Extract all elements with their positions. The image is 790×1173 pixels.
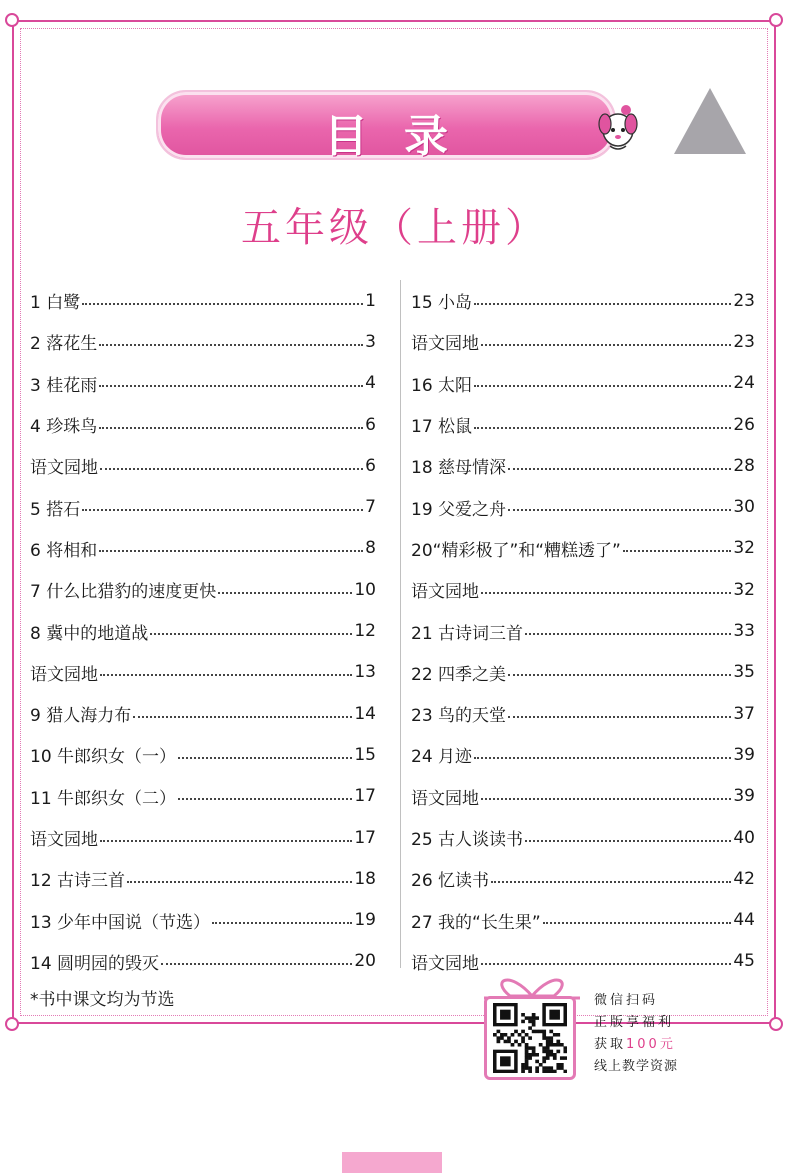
toc-entry-page: 32	[733, 538, 755, 559]
toc-entry[interactable]	[411, 363, 755, 404]
toc-entry[interactable]	[30, 817, 376, 858]
toc-leader-dots	[99, 427, 363, 429]
toc-entry-title: 2 落花生	[30, 334, 98, 355]
toc-entry-page: 1	[365, 290, 376, 311]
toc-entry-page: 30	[733, 497, 755, 518]
toc-entry[interactable]	[30, 610, 376, 651]
toc-entry-title: 25 古人谈读书	[411, 830, 524, 850]
toc-entry-page: 37	[733, 703, 755, 724]
toc-entry[interactable]	[30, 776, 376, 817]
toc-leader-dots	[100, 468, 363, 470]
toc-entry-title: 17 松鼠	[411, 417, 473, 438]
toc-entry-title: 6 将相和	[30, 540, 98, 561]
toc-entry-page: 40	[733, 827, 755, 848]
toc-left-column	[30, 280, 376, 982]
toc-entry-page: 39	[733, 786, 755, 807]
toc-entry[interactable]	[30, 569, 376, 610]
toc-entry[interactable]	[411, 899, 755, 940]
toc-entry-title: 24 月迹	[411, 747, 473, 768]
toc-entry[interactable]	[30, 321, 376, 362]
promo-prefix: 获取	[594, 1037, 627, 1052]
toc-entry-page: 23	[733, 290, 755, 311]
toc-entry-title: 26 忆读书	[411, 871, 490, 892]
promo-line	[594, 1034, 678, 1056]
toc-entry-title: 15 小岛	[411, 293, 473, 314]
toc-entry[interactable]	[411, 610, 755, 651]
toc-entry-page: 44	[733, 910, 755, 931]
toc-entry-page: 18	[354, 868, 376, 889]
toc-leader-dots	[82, 509, 363, 511]
frame-corner-ornament	[769, 13, 783, 27]
frame-corner-ornament	[5, 1017, 19, 1031]
toc-entry-page: 15	[354, 744, 376, 765]
toc-entry[interactable]	[411, 569, 755, 610]
toc-entry[interactable]	[30, 404, 376, 445]
toc-entry-title: 13 少年中国说（节选）	[30, 912, 211, 933]
toc-entry-title: 8 冀中的地道战	[30, 623, 149, 644]
toc-entry[interactable]	[411, 528, 755, 569]
toc-leader-dots	[178, 798, 352, 800]
promo-highlight: 100元	[626, 1037, 676, 1052]
toc-leader-dots	[508, 716, 731, 718]
toc-entry-title: 语文园地	[30, 664, 98, 685]
toc-leader-dots	[474, 385, 731, 387]
toc-entry-title: 12 古诗三首	[30, 871, 126, 892]
toc-entry-title: 语文园地	[411, 788, 479, 809]
toc-entry-title: 语文园地	[411, 334, 479, 355]
toc-entry-title: 23 鸟的天堂	[411, 706, 507, 727]
toc-entry-page: 19	[354, 910, 376, 931]
toc-entry[interactable]	[30, 280, 376, 321]
toc-entry-title: 10 牛郎织女（一）	[30, 747, 177, 768]
qr-code[interactable]	[493, 1003, 567, 1073]
toc-leader-dots	[127, 881, 352, 883]
toc-entry[interactable]	[30, 652, 376, 693]
toc-entry-title: 18 慈母情深	[411, 458, 507, 479]
toc-entry-page: 6	[365, 414, 376, 435]
toc-entry-page: 24	[733, 373, 755, 394]
bottom-tab	[342, 1152, 442, 1173]
footnote: *书中课文均为节选	[30, 990, 175, 1010]
toc-entry-title: 9 猎人海力布	[30, 706, 132, 727]
toc-entry-page: 45	[733, 951, 755, 972]
toc-entry[interactable]	[411, 280, 755, 321]
toc-leader-dots	[99, 550, 363, 552]
toc-entry-page: 7	[365, 497, 376, 518]
toc-entry-page: 28	[733, 455, 755, 476]
toc-entry-page: 3	[365, 331, 376, 352]
toc-entry[interactable]	[30, 899, 376, 940]
toc-leader-dots	[508, 674, 731, 676]
promo-line: 线上教学资源	[594, 1059, 679, 1074]
toc-entry[interactable]	[411, 817, 755, 858]
toc-leader-dots	[508, 509, 731, 511]
page-title: 目录	[324, 111, 484, 162]
toc-entry[interactable]	[30, 486, 376, 527]
page-subtitle: 五年级（上册）	[241, 205, 549, 251]
toc-entry-page: 33	[733, 621, 755, 642]
toc-entry-title: 语文园地	[30, 830, 98, 850]
toc-entry-title: 16 太阳	[411, 375, 473, 396]
toc-right-column	[411, 280, 755, 982]
toc-entry[interactable]	[411, 776, 755, 817]
toc-entry[interactable]	[411, 858, 755, 899]
toc-leader-dots	[623, 550, 731, 552]
toc-entry-page: 17	[354, 786, 376, 807]
toc-leader-dots	[525, 840, 731, 842]
toc-leader-dots	[474, 427, 731, 429]
toc-leader-dots	[481, 592, 731, 594]
toc-leader-dots	[481, 798, 731, 800]
toc-entry-page: 12	[354, 621, 376, 642]
toc-entry-page: 17	[354, 827, 376, 848]
toc-entry-title: 3 桂花雨	[30, 375, 98, 396]
toc-leader-dots	[100, 840, 352, 842]
mascot-icon	[596, 100, 642, 154]
toc-entry-title: 语文园地	[411, 953, 479, 974]
toc-entry-page: 42	[733, 868, 755, 889]
toc-leader-dots	[99, 385, 363, 387]
toc-leader-dots	[481, 963, 731, 965]
toc-leader-dots	[543, 922, 732, 924]
toc-entry-page: 10	[354, 579, 376, 600]
toc-entry-page: 6	[365, 455, 376, 476]
frame-corner-ornament	[769, 1017, 783, 1031]
toc-entry-title: 14 圆明园的毁灭	[30, 953, 160, 974]
toc-entry-page: 20	[354, 951, 376, 972]
toc-entry[interactable]	[30, 445, 376, 486]
promo-text	[594, 990, 678, 1078]
toc-entry-title: 4 珍珠鸟	[30, 417, 98, 438]
toc-entry-title: 7 什么比猎豹的速度更快	[30, 582, 217, 603]
promo-line: 微信扫码	[594, 993, 659, 1008]
toc-entry[interactable]	[411, 321, 755, 362]
toc-leader-dots	[491, 881, 731, 883]
toc-entry-page: 13	[354, 662, 376, 683]
toc-entry-title: 语文园地	[411, 582, 479, 603]
toc-entry[interactable]	[411, 486, 755, 527]
qr-code-frame[interactable]	[484, 996, 576, 1080]
toc-entry-title: 1 白鹭	[30, 293, 81, 314]
toc-leader-dots	[150, 633, 352, 635]
triangle-icon	[672, 86, 748, 156]
toc-leader-dots	[525, 633, 731, 635]
toc-entry[interactable]	[30, 858, 376, 899]
toc-leader-dots	[99, 344, 363, 346]
toc-entry[interactable]	[30, 363, 376, 404]
toc-leader-dots	[474, 757, 731, 759]
toc-entry-page: 8	[365, 538, 376, 559]
toc-entry-title: 20“精彩极了”和“糟糕透了”	[411, 540, 621, 561]
toc-entry[interactable]	[30, 734, 376, 775]
toc-leader-dots	[218, 592, 352, 594]
toc-entry-page: 4	[365, 373, 376, 394]
toc-leader-dots	[212, 922, 352, 924]
toc-entry[interactable]	[30, 693, 376, 734]
toc-entry-page: 26	[733, 414, 755, 435]
toc-leader-dots	[481, 344, 731, 346]
toc-entry[interactable]	[411, 734, 755, 775]
column-divider	[400, 280, 401, 968]
toc-leader-dots	[178, 757, 352, 759]
title-banner	[156, 90, 616, 160]
toc-entry-title: 11 牛郎织女（二）	[30, 788, 177, 809]
frame-corner-ornament	[5, 13, 19, 27]
toc-entry-page: 39	[733, 744, 755, 765]
toc-leader-dots	[474, 303, 731, 305]
toc-leader-dots	[133, 716, 352, 718]
toc-entry[interactable]	[411, 445, 755, 486]
toc-entry-page: 14	[354, 703, 376, 724]
toc-entry[interactable]	[30, 528, 376, 569]
toc-entry-title: 5 搭石	[30, 499, 81, 520]
toc-leader-dots	[100, 674, 352, 676]
toc-entry[interactable]	[411, 652, 755, 693]
promo-line: 正版享福利	[594, 1015, 675, 1030]
toc-entry-title: 语文园地	[30, 458, 98, 479]
toc-leader-dots	[161, 963, 352, 965]
toc-leader-dots	[508, 468, 731, 470]
toc-entry[interactable]	[30, 941, 376, 982]
toc-entry-title: 27 我的“长生果”	[411, 912, 541, 933]
toc-leader-dots	[82, 303, 363, 305]
toc-entry-title: 19 父爱之舟	[411, 499, 507, 520]
toc-entry-page: 23	[733, 331, 755, 352]
toc-entry-title: 22 四季之美	[411, 664, 507, 685]
toc-entry[interactable]	[411, 404, 755, 445]
toc-entry-page: 32	[733, 579, 755, 600]
toc-entry-title: 21 古诗词三首	[411, 623, 524, 644]
toc-entry-page: 35	[733, 662, 755, 683]
toc-entry[interactable]	[411, 693, 755, 734]
